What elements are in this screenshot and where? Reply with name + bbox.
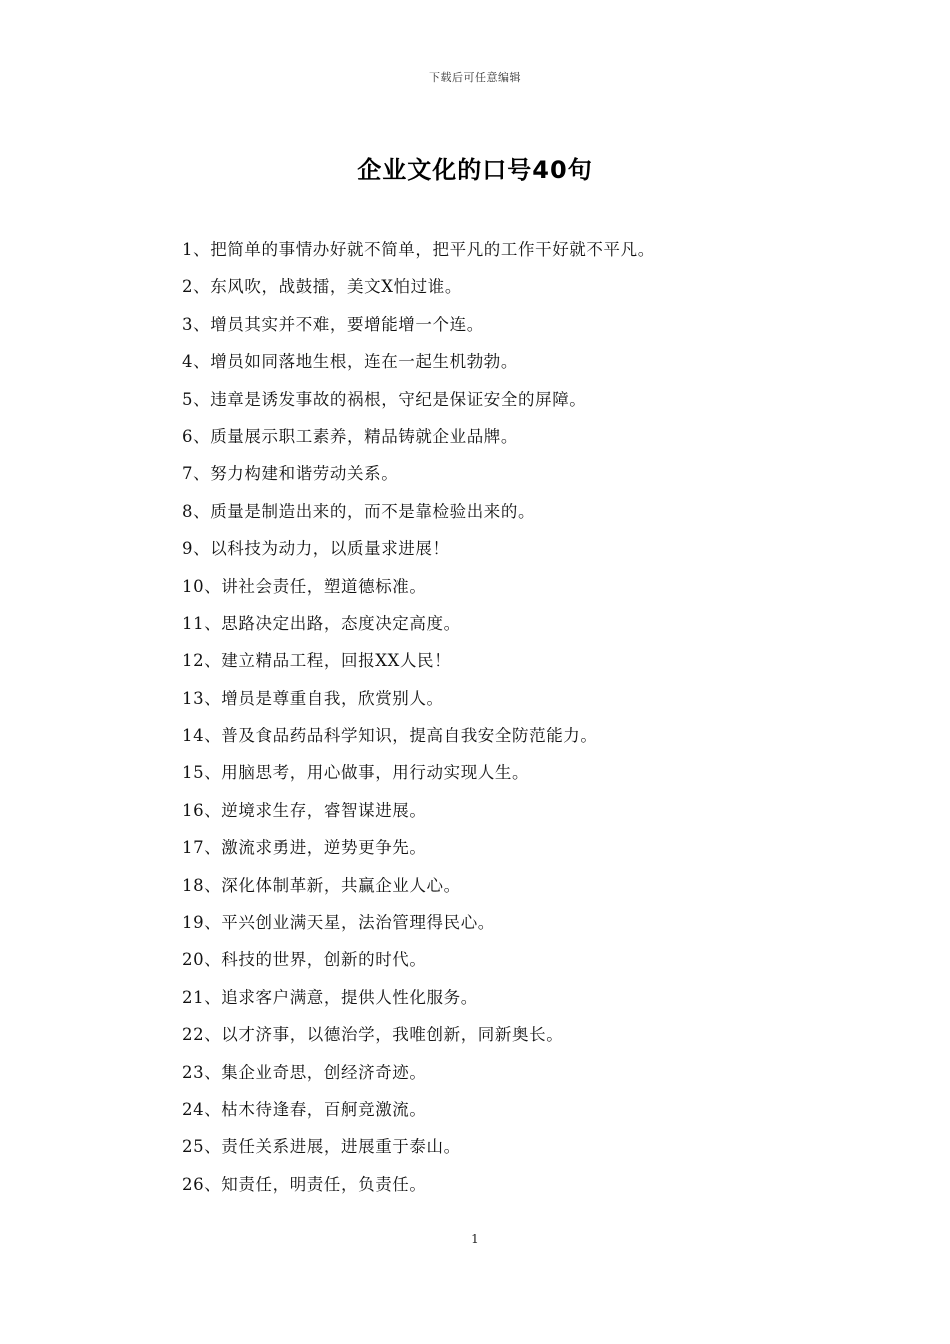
list-item: 11、思路决定出路，态度决定高度。 [182,613,461,633]
list-item: 7、努力构建和谐劳动关系。 [182,464,399,484]
list-item: 10、讲社会责任，塑道德标准。 [182,576,427,596]
list-item: 1、把简单的事情办好就不简单，把平凡的工作干好就不平凡。 [182,240,655,259]
page-title: 企业文化的口号40句 [357,156,593,184]
list-item: 22、以才济事，以德治学，我唯创新，同新奥长。 [182,1025,564,1045]
list-item: 19、平兴创业满天星，法治管理得民心。 [182,913,495,933]
list-item: 18、深化体制革新，共赢企业人心。 [182,875,461,895]
list-item: 24、枯木待逢春，百舸竞激流。 [182,1099,427,1119]
slogan-list [182,231,802,1203]
list-item: 20、科技的世界，创新的时代。 [182,950,427,970]
list-item: 5、违章是诱发事故的祸根，守纪是保证安全的屏障。 [182,389,587,409]
page-number: 1 [471,1232,479,1246]
list-item: 4、增员如同落地生根，连在一起生机勃勃。 [182,352,518,372]
list-item: 14、普及食品药品科学知识，提高自我安全防范能力。 [182,726,598,746]
list-item: 3、增员其实并不难，要增能增一个连。 [182,314,484,334]
list-item: 8、质量是制造出来的，而不是靠检验出来的。 [182,501,536,521]
list-item: 12、建立精品工程，回报XX人民！ [182,651,452,671]
list-item: 26、知责任，明责任，负责任。 [182,1174,427,1194]
list-item: 25、责任关系进展，进展重于泰山。 [182,1137,461,1157]
header-note: 下载后可任意编辑 [429,71,521,84]
list-item: 2、东风吹，战鼓擂，美文X怕过谁。 [182,277,462,297]
list-item: 6、质量展示职工素养，精品铸就企业品牌。 [182,426,518,446]
list-item: 15、用脑思考，用心做事，用行动实现人生。 [182,763,530,783]
list-item: 16、逆境求生存，睿智谋进展。 [182,800,427,820]
list-item: 23、集企业奇思，创经济奇迹。 [182,1062,427,1082]
list-item: 17、激流求勇进，逆势更争先。 [182,838,427,858]
list-item: 21、追求客户满意，提供人性化服务。 [182,987,478,1007]
list-item: 9、以科技为动力，以质量求进展！ [182,539,450,559]
list-item: 13、增员是尊重自我，欣赏别人。 [182,688,444,708]
